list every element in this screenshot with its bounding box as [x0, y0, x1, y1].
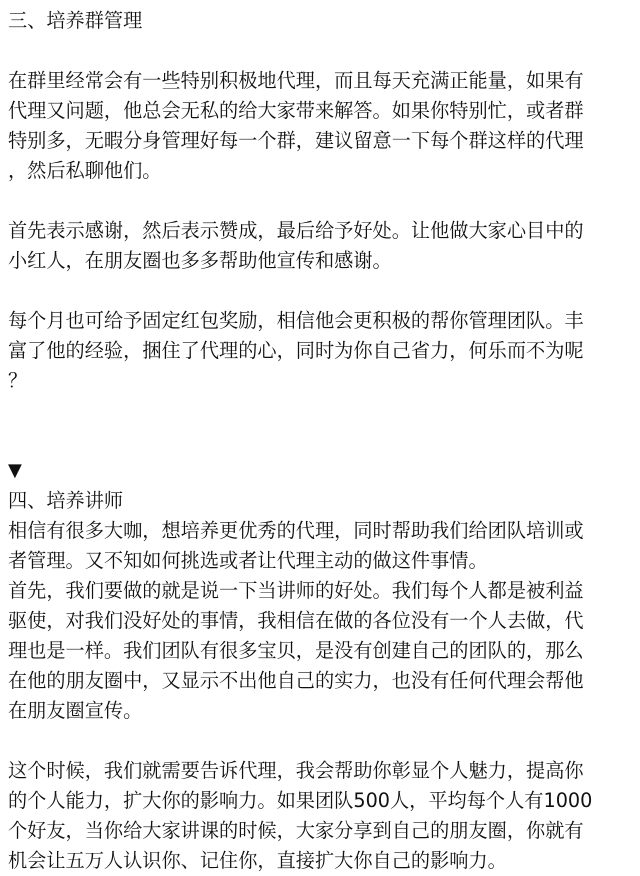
text-line: ，然后私聊他们。: [8, 159, 162, 182]
spacer: [8, 276, 630, 306]
section-4-paragraph-2: [8, 576, 630, 726]
text-line: 在群里经常会有一些特别积极地代理，而且每天充满正能量，如果有: [8, 69, 584, 92]
text-line: 在他的朋友圈中，又显示不出他自己的实力，也没有任何代理会帮他: [8, 669, 584, 692]
down-triangle-icon: ▼: [8, 460, 22, 481]
section-3-paragraph-2: [8, 216, 630, 276]
text-line: 每个月也可给予固定红包奖励，相信他会更积极的帮你管理团队。丰: [8, 309, 584, 332]
text-line: 在朋友圈宣传。: [8, 699, 143, 722]
section-3-heading: 三、培养群管理: [8, 9, 143, 32]
section-4-paragraph-1: [8, 516, 630, 576]
section-4-heading: 四、培养讲师: [8, 489, 124, 512]
text-line: 的个人能力，扩大你的影响力。如果团队500人，平均每个人有1000: [8, 789, 593, 812]
text-line: 个好友，当你给大家讲课的时候，大家分享到自己的朋友圈，你就有: [8, 819, 584, 842]
spacer: [8, 726, 630, 756]
spacer: [8, 426, 630, 456]
text-line: 机会让五万人认识你、记住你，直接扩大你自己的影响力。: [8, 849, 507, 872]
spacer: [8, 396, 630, 426]
section-3-paragraph-3: [8, 306, 630, 396]
spacer: [8, 36, 630, 66]
text-line: ？: [8, 369, 28, 392]
text-line: 代理又问题，他总会无私的给大家带来解答。如果你特别忙，或者群: [8, 99, 584, 122]
text-line: 特别多，无暇分身管理好每一个群，建议留意一下每个群这样的代理: [8, 129, 584, 152]
text-line: 富了他的经验，捆住了代理的心，同时为你自己省力，何乐而不为呢: [8, 339, 584, 362]
text-line: 这个时候，我们就需要告诉代理，我会帮助你彰显个人魅力，提高你: [8, 759, 584, 782]
text-line: 小红人，在朋友圈也多多帮助他宣传和感谢。: [8, 249, 392, 272]
text-line: 首先表示感谢，然后表示赞成，最后给予好处。让他做大家心目中的: [8, 219, 584, 242]
section-3-paragraph-1: [8, 66, 630, 186]
text-line: 首先，我们要做的就是说一下当讲师的好处。我们每个人都是被利益: [8, 579, 584, 602]
text-line: 者管理。又不知如何挑选或者让代理主动的做这件事情。: [8, 549, 488, 572]
spacer: [8, 186, 630, 216]
text-line: 相信有很多大咖，想培养更优秀的代理，同时帮助我们给团队培训或: [8, 519, 584, 542]
section-4-paragraph-3: [8, 756, 630, 876]
text-line: 理也是一样。我们团队有很多宝贝，是没有创建自己的团队的，那么: [8, 639, 584, 662]
text-line: 驱使，对我们没好处的事情，我相信在做的各位没有一个人去做，代: [8, 609, 584, 632]
